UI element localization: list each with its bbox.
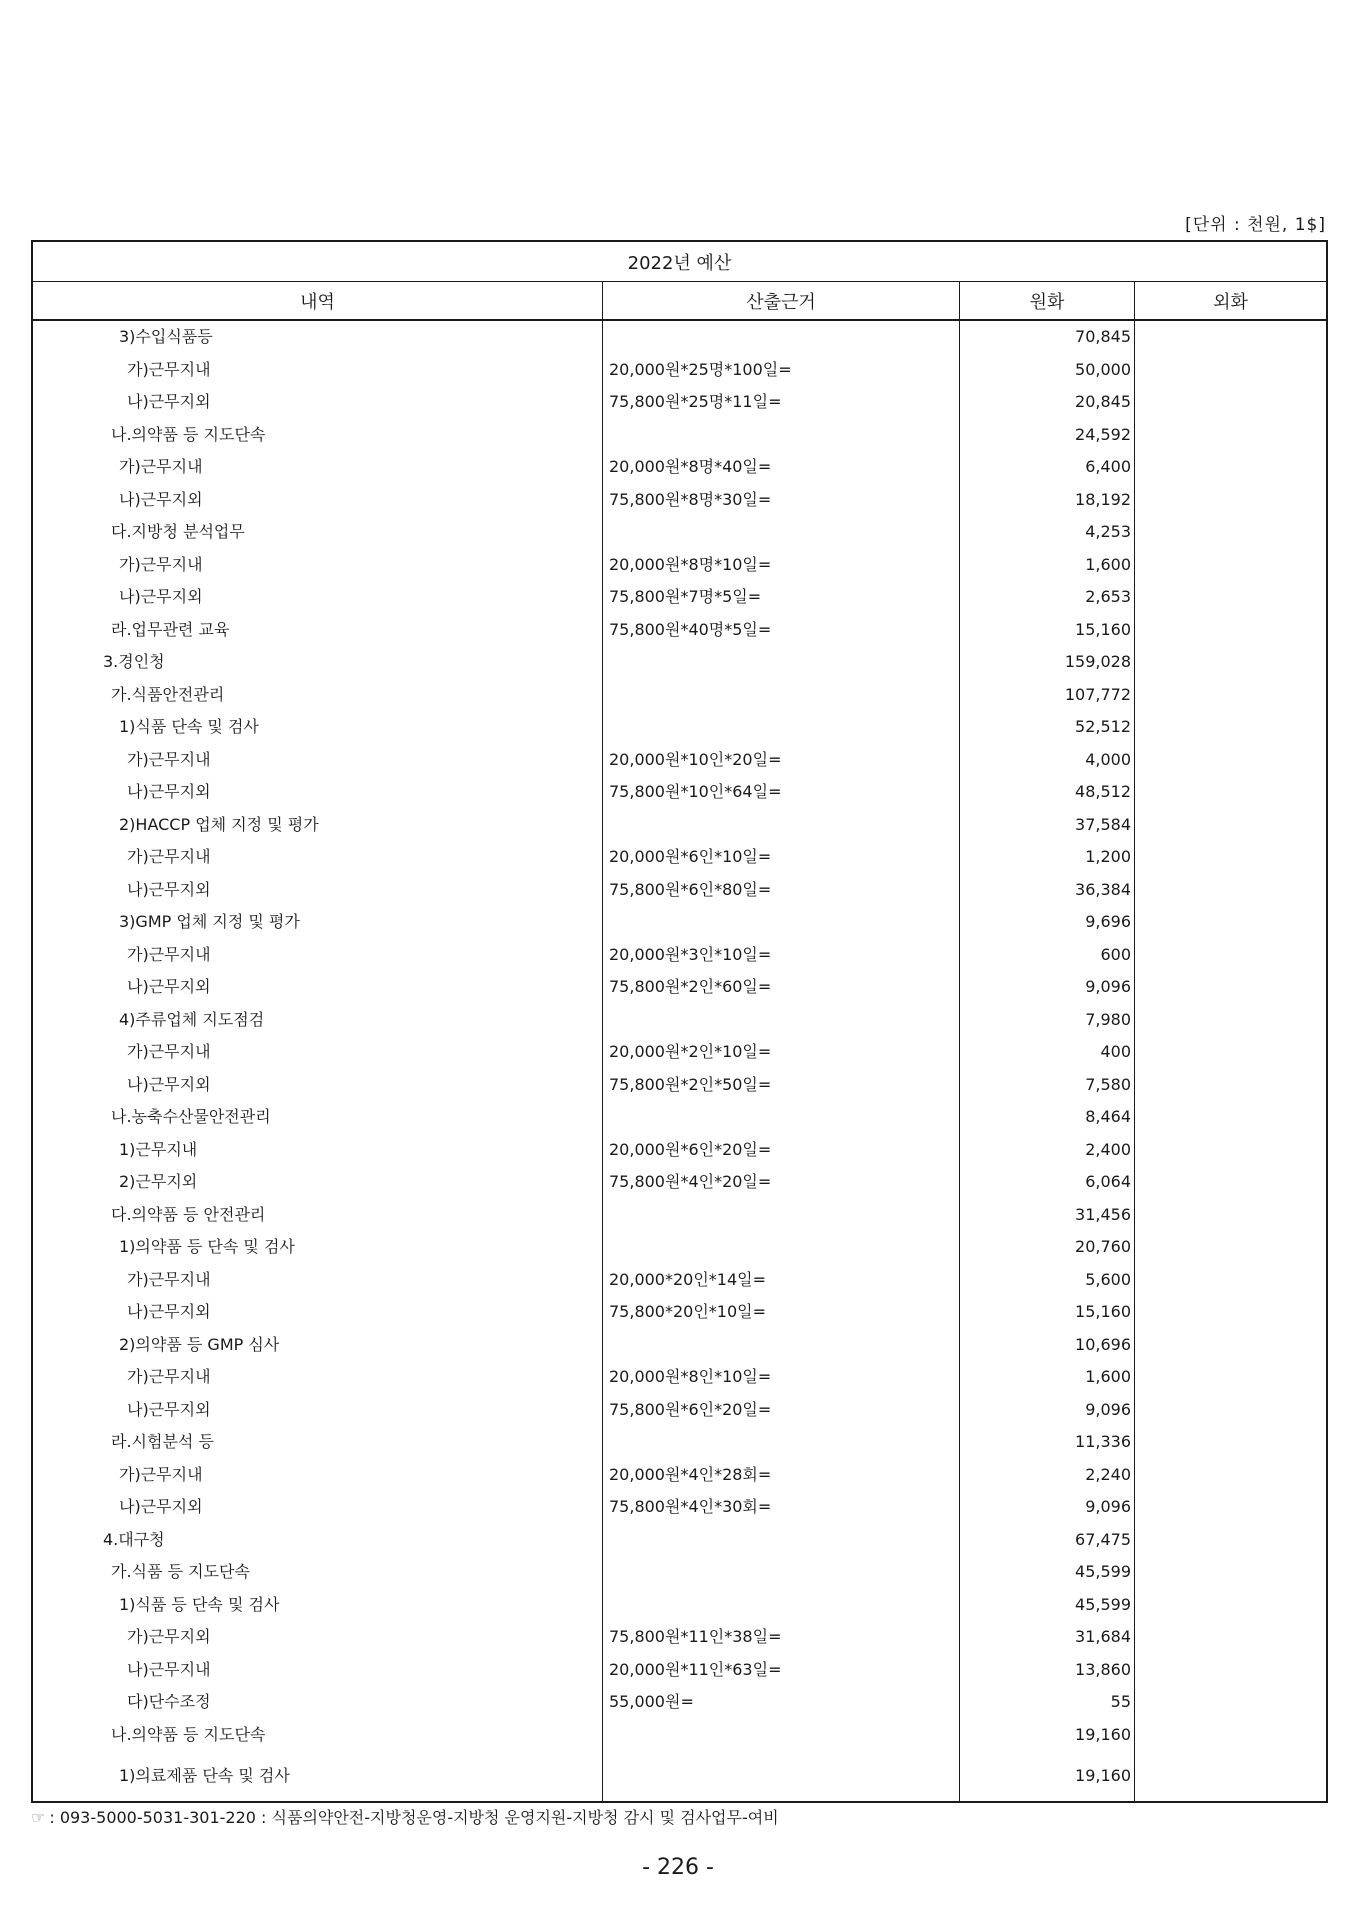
cell-basis bbox=[603, 1004, 959, 1037]
cell-foreign bbox=[1135, 1069, 1326, 1102]
cell-basis bbox=[603, 809, 959, 842]
cell-foreign bbox=[1135, 419, 1326, 452]
cell-basis: 75,800원*7명*5일= bbox=[609, 587, 762, 606]
cell-won: 36,384 bbox=[1075, 879, 1131, 899]
cell-description: 가)근무지내 bbox=[119, 457, 203, 476]
cell-basis bbox=[603, 1719, 959, 1752]
cell-won: 9,096 bbox=[1085, 1497, 1131, 1516]
cell-description: 나)근무지외 bbox=[127, 392, 211, 411]
cell-basis bbox=[603, 711, 959, 744]
cell-won: 70,845 bbox=[1075, 327, 1131, 346]
table-body bbox=[33, 321, 1326, 1801]
cell-description: 다.의약품 등 안전관리 bbox=[111, 1204, 266, 1224]
cell-description: 다.지방청 분석업무 bbox=[111, 522, 245, 541]
cell-won: 8,464 bbox=[1085, 1107, 1131, 1126]
cell-won: 9,096 bbox=[1085, 977, 1131, 996]
cell-won: 4,253 bbox=[1085, 522, 1131, 541]
cell-won: 11,336 bbox=[1075, 1432, 1131, 1451]
cell-basis bbox=[603, 1426, 959, 1459]
cell-foreign bbox=[1135, 1556, 1326, 1589]
cell-foreign bbox=[1135, 809, 1326, 842]
cell-foreign bbox=[1135, 1231, 1326, 1264]
cell-description: 나)근무지내 bbox=[127, 1659, 211, 1679]
cell-description: 나)근무지외 bbox=[119, 489, 203, 509]
cell-foreign bbox=[1135, 614, 1326, 647]
cell-basis: 20,000*20인*14일= bbox=[609, 1269, 767, 1289]
cell-description: 가)근무지내 bbox=[127, 359, 211, 379]
cell-foreign bbox=[1135, 1524, 1326, 1557]
cell-description: 나)근무지외 bbox=[127, 879, 211, 899]
cell-foreign bbox=[1135, 321, 1326, 354]
cell-basis: 20,000원*6인*10일= bbox=[609, 847, 772, 866]
cell-foreign bbox=[1135, 744, 1326, 777]
cell-description: 나)근무지외 bbox=[127, 782, 211, 801]
cell-basis: 20,000원*10인*20일= bbox=[609, 749, 782, 769]
cell-description: 나)근무지외 bbox=[127, 977, 211, 996]
cell-description: 나)근무지외 bbox=[119, 587, 203, 606]
cell-description: 나.의약품 등 지도단속 bbox=[111, 1724, 266, 1744]
cell-foreign bbox=[1135, 451, 1326, 484]
cell-description: 라.업무관련 교육 bbox=[111, 619, 230, 639]
cell-description: 3)수입식품등 bbox=[119, 327, 213, 346]
cell-description: 2)의약품 등 GMP 심사 bbox=[119, 1334, 280, 1354]
cell-description: 나.농축수산물안전관리 bbox=[111, 1107, 271, 1126]
cell-basis bbox=[603, 1556, 959, 1589]
cell-basis bbox=[603, 906, 959, 939]
cell-basis bbox=[603, 419, 959, 452]
cell-description: 가.식품안전관리 bbox=[111, 684, 225, 704]
cell-basis: 75,800원*2인*60일= bbox=[609, 977, 772, 996]
cell-basis: 75,800원*8명*30일= bbox=[609, 489, 772, 509]
cell-won: 2,240 bbox=[1085, 1464, 1131, 1484]
cell-foreign bbox=[1135, 1199, 1326, 1232]
cell-description: 나)근무지외 bbox=[119, 1497, 203, 1516]
cell-foreign bbox=[1135, 711, 1326, 744]
cell-foreign bbox=[1135, 971, 1326, 1004]
cell-won: 1,600 bbox=[1085, 554, 1131, 574]
cell-basis: 75,800원*11인*38일= bbox=[609, 1627, 782, 1646]
cell-won: 67,475 bbox=[1075, 1529, 1131, 1549]
cell-description: 가)근무지내 bbox=[127, 944, 211, 964]
cell-won: 10,696 bbox=[1075, 1334, 1131, 1354]
cell-description: 가.식품 등 지도단속 bbox=[111, 1562, 250, 1581]
cell-won: 1,600 bbox=[1085, 1367, 1131, 1386]
cell-won: 2,653 bbox=[1085, 587, 1131, 606]
cell-description: 가)근무지내 bbox=[127, 1269, 211, 1289]
cell-won: 37,584 bbox=[1075, 814, 1131, 834]
cell-won: 18,192 bbox=[1075, 489, 1131, 509]
cell-description: 나)근무지외 bbox=[127, 1302, 211, 1321]
cell-foreign bbox=[1135, 516, 1326, 549]
cell-description: 가)근무지내 bbox=[127, 749, 211, 769]
cell-description: 라.시험분석 등 bbox=[111, 1432, 214, 1451]
cell-basis bbox=[603, 679, 959, 712]
cell-description: 1)식품 단속 및 검사 bbox=[119, 717, 259, 736]
cell-foreign bbox=[1135, 1264, 1326, 1297]
cell-foreign bbox=[1135, 484, 1326, 517]
cell-basis bbox=[603, 1231, 959, 1264]
cell-basis bbox=[603, 516, 959, 549]
cell-won: 15,160 bbox=[1075, 1302, 1131, 1321]
cell-description: 3.경인청 bbox=[103, 652, 165, 671]
cell-won: 159,028 bbox=[1064, 652, 1131, 671]
cell-description: 가)근무지외 bbox=[127, 1627, 211, 1646]
pointing-hand-icon: ☞ bbox=[31, 1808, 46, 1827]
cell-foreign bbox=[1135, 549, 1326, 582]
cell-foreign bbox=[1135, 1329, 1326, 1362]
cell-won: 1,200 bbox=[1085, 847, 1131, 866]
table-title: 2022년 예산 bbox=[33, 242, 1326, 282]
cell-won: 48,512 bbox=[1075, 782, 1131, 801]
cell-description: 1)근무지내 bbox=[119, 1139, 198, 1159]
cell-description: 1)식품 등 단속 및 검사 bbox=[119, 1594, 280, 1614]
page-number: - 226 - bbox=[642, 1855, 714, 1880]
header-won: 원화 bbox=[960, 282, 1135, 319]
cell-foreign bbox=[1135, 841, 1326, 874]
cell-basis: 20,000원*2인*10일= bbox=[609, 1042, 772, 1061]
cell-foreign bbox=[1135, 1491, 1326, 1524]
cell-description: 가)근무지내 bbox=[119, 1464, 203, 1484]
cell-won: 5,600 bbox=[1085, 1269, 1131, 1289]
cell-foreign bbox=[1135, 1459, 1326, 1492]
cell-basis: 20,000원*8명*10일= bbox=[609, 554, 772, 574]
cell-won: 6,400 bbox=[1085, 457, 1131, 476]
cell-basis: 75,800원*25명*11일= bbox=[609, 392, 782, 411]
cell-foreign bbox=[1135, 1426, 1326, 1459]
cell-basis: 20,000원*3인*10일= bbox=[609, 944, 772, 964]
cell-foreign bbox=[1135, 1751, 1326, 1801]
unit-label: [단위 : 천원, 1$] bbox=[1185, 215, 1326, 235]
cell-won: 13,860 bbox=[1075, 1659, 1131, 1679]
cell-foreign bbox=[1135, 1589, 1326, 1622]
cell-basis: 20,000원*11인*63일= bbox=[609, 1659, 782, 1679]
cell-description: 가)근무지내 bbox=[127, 847, 211, 866]
cell-basis bbox=[603, 321, 959, 354]
cell-won: 20,760 bbox=[1075, 1237, 1131, 1256]
header-foreign: 외화 bbox=[1213, 291, 1248, 313]
header-basis: 산출근거 bbox=[603, 282, 960, 319]
cell-description: 3)GMP 업체 지정 및 평가 bbox=[119, 912, 300, 931]
cell-foreign bbox=[1135, 1719, 1326, 1752]
cell-basis: 55,000원= bbox=[609, 1692, 694, 1711]
cell-description: 나)근무지외 bbox=[127, 1074, 211, 1094]
cell-foreign bbox=[1135, 1101, 1326, 1134]
cell-basis: 20,000원*4인*28회= bbox=[609, 1464, 772, 1484]
cell-description: 1)의료제품 단속 및 검사 bbox=[119, 1766, 290, 1785]
cell-foreign bbox=[1135, 874, 1326, 907]
cell-description: 나)근무지외 bbox=[127, 1399, 211, 1419]
cell-basis bbox=[603, 1589, 959, 1622]
cell-foreign bbox=[1135, 581, 1326, 614]
cell-basis bbox=[603, 1199, 959, 1232]
cell-won: 9,696 bbox=[1085, 912, 1131, 931]
cell-won: 52,512 bbox=[1075, 717, 1131, 736]
table-header-row bbox=[33, 282, 1326, 321]
cell-basis: 20,000원*6인*20일= bbox=[609, 1139, 772, 1159]
cell-won: 600 bbox=[1100, 944, 1131, 964]
cell-foreign bbox=[1135, 1166, 1326, 1199]
cell-description: 4.대구청 bbox=[103, 1529, 165, 1549]
cell-foreign bbox=[1135, 1036, 1326, 1069]
cell-foreign bbox=[1135, 1361, 1326, 1394]
cell-won: 6,064 bbox=[1085, 1172, 1131, 1191]
cell-won: 19,160 bbox=[1075, 1724, 1131, 1744]
cell-basis: 75,800원*4인*30회= bbox=[609, 1497, 772, 1516]
cell-foreign bbox=[1135, 386, 1326, 419]
cell-foreign bbox=[1135, 1296, 1326, 1329]
column-description bbox=[33, 321, 603, 1801]
cell-won: 45,599 bbox=[1075, 1562, 1131, 1581]
cell-description: 가)근무지내 bbox=[127, 1367, 211, 1386]
cell-won: 31,684 bbox=[1075, 1627, 1131, 1646]
cell-won: 2,400 bbox=[1085, 1139, 1131, 1159]
cell-description: 4)주류업체 지도점검 bbox=[119, 1009, 265, 1029]
cell-foreign bbox=[1135, 906, 1326, 939]
column-foreign bbox=[1135, 321, 1326, 1801]
cell-won: 45,599 bbox=[1075, 1594, 1131, 1614]
cell-won: 55 bbox=[1110, 1692, 1131, 1711]
cell-description: 2)HACCP 업체 지정 및 평가 bbox=[119, 814, 319, 834]
cell-foreign bbox=[1135, 1621, 1326, 1654]
cell-won: 400 bbox=[1100, 1042, 1131, 1061]
cell-basis bbox=[603, 646, 959, 679]
cell-won: 4,000 bbox=[1085, 749, 1131, 769]
cell-basis: 75,800원*10인*64일= bbox=[609, 782, 782, 801]
footnote-text: : 093-5000-5031-301-220 : 식품의약안전-지방청운영-지방청 운영지원-지방청 감시 및 검사업무-여비 bbox=[49, 1808, 779, 1827]
cell-foreign bbox=[1135, 1686, 1326, 1719]
column-won bbox=[960, 321, 1135, 1801]
footnote bbox=[31, 1805, 779, 1828]
cell-won: 15,160 bbox=[1075, 619, 1131, 639]
cell-description: 1)의약품 등 단속 및 검사 bbox=[119, 1237, 295, 1256]
cell-won: 7,580 bbox=[1085, 1074, 1131, 1094]
cell-foreign bbox=[1135, 1394, 1326, 1427]
header-description: 내역 bbox=[33, 282, 603, 319]
cell-won: 24,592 bbox=[1075, 424, 1131, 444]
cell-description: 가)근무지내 bbox=[119, 554, 203, 574]
cell-basis bbox=[603, 1524, 959, 1557]
cell-foreign bbox=[1135, 679, 1326, 712]
cell-basis bbox=[603, 1751, 959, 1801]
cell-basis: 20,000원*8명*40일= bbox=[609, 457, 772, 476]
cell-basis: 75,800원*6인*20일= bbox=[609, 1399, 772, 1419]
cell-won: 107,772 bbox=[1064, 684, 1131, 704]
column-basis bbox=[603, 321, 960, 1801]
cell-description: 2)근무지외 bbox=[119, 1172, 198, 1191]
cell-foreign bbox=[1135, 1654, 1326, 1687]
cell-basis bbox=[603, 1329, 959, 1362]
cell-won: 50,000 bbox=[1075, 359, 1131, 379]
cell-basis: 75,800원*4인*20일= bbox=[609, 1172, 772, 1191]
budget-table bbox=[31, 240, 1328, 1803]
cell-foreign bbox=[1135, 776, 1326, 809]
cell-basis bbox=[603, 1101, 959, 1134]
cell-foreign bbox=[1135, 354, 1326, 387]
cell-foreign bbox=[1135, 939, 1326, 972]
cell-won: 19,160 bbox=[1075, 1766, 1131, 1785]
cell-won: 9,096 bbox=[1085, 1399, 1131, 1419]
cell-won: 7,980 bbox=[1085, 1009, 1131, 1029]
cell-basis: 75,800원*6인*80일= bbox=[609, 879, 772, 899]
cell-description: 나.의약품 등 지도단속 bbox=[111, 424, 266, 444]
cell-foreign bbox=[1135, 646, 1326, 679]
cell-basis: 75,800원*2인*50일= bbox=[609, 1074, 772, 1094]
cell-foreign bbox=[1135, 1004, 1326, 1037]
cell-basis: 20,000원*25명*100일= bbox=[609, 359, 792, 379]
cell-basis: 75,800*20인*10일= bbox=[609, 1302, 767, 1321]
cell-description: 다)단수조정 bbox=[127, 1692, 211, 1711]
cell-basis: 75,800원*40명*5일= bbox=[609, 619, 772, 639]
cell-foreign bbox=[1135, 1134, 1326, 1167]
cell-won: 20,845 bbox=[1075, 392, 1131, 411]
cell-won: 31,456 bbox=[1075, 1204, 1131, 1224]
cell-description: 가)근무지내 bbox=[127, 1042, 211, 1061]
cell-basis: 20,000원*8인*10일= bbox=[609, 1367, 772, 1386]
